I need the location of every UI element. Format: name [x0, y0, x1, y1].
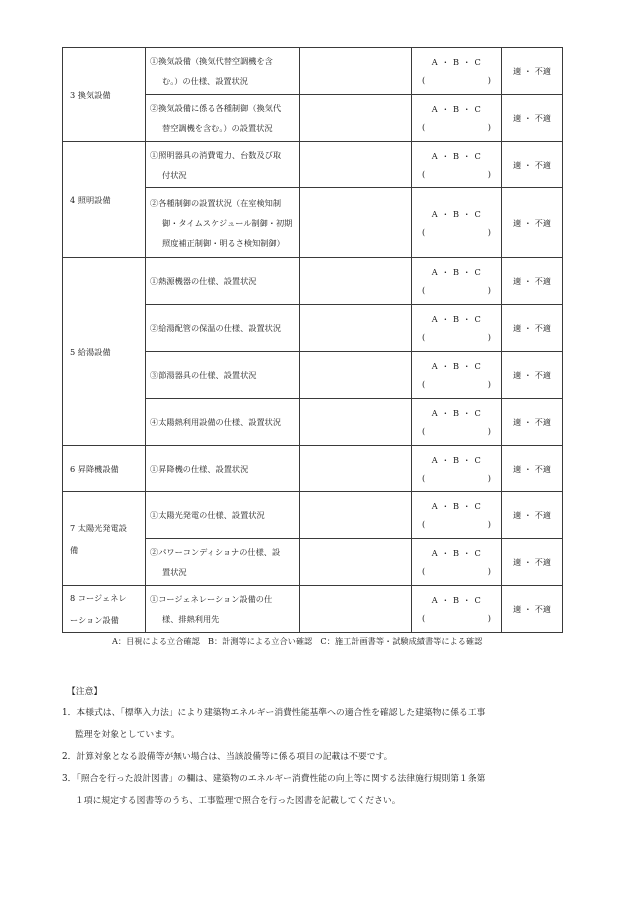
check-method-options[interactable]: A ・ B ・ C — [431, 57, 482, 67]
conformity-result-cell[interactable] — [502, 539, 563, 586]
conformity-options[interactable]: 適 ・ 不適 — [513, 276, 551, 286]
checked-drawing-cell[interactable] — [300, 188, 412, 258]
check-method-options[interactable]: A ・ B ・ C — [431, 548, 482, 558]
paren-close: ) — [487, 168, 491, 179]
table-row — [63, 258, 563, 305]
paren-open: ( — [422, 285, 426, 295]
notes-heading: 【注意】 — [67, 687, 103, 697]
paren-close: ) — [487, 379, 491, 389]
inspection-item-cell — [146, 399, 300, 446]
note-1-text: 1．本様式は、「標準入力法」により建築物エネルギー消費性能基準への適合性を確認した建築物に係る工事 — [62, 708, 486, 718]
check-method-options[interactable]: A ・ B ・ C — [431, 208, 482, 219]
inspection-item-text: ②給湯配管の保温の仕様、設置状況 — [150, 323, 282, 333]
equipment-category-cell — [63, 446, 146, 492]
check-method-note-field[interactable] — [412, 71, 501, 89]
conformity-options[interactable]: 適 ・ 不適 — [513, 323, 551, 333]
paren-close: ) — [487, 285, 491, 295]
check-method-cell[interactable] — [412, 399, 502, 446]
check-method-note-field[interactable] — [412, 223, 501, 241]
check-method-note-field[interactable] — [412, 375, 501, 393]
paren-close: ) — [487, 226, 491, 237]
inspection-item-cell — [146, 142, 300, 188]
conformity-options[interactable]: 適 ・ 不適 — [513, 217, 551, 228]
conformity-result-cell[interactable] — [502, 188, 563, 258]
checked-drawing-cell[interactable] — [300, 446, 412, 492]
check-method-options[interactable]: A ・ B ・ C — [431, 104, 482, 114]
check-method-note-field[interactable] — [412, 328, 501, 346]
conformity-result-cell[interactable] — [502, 142, 563, 188]
inspection-table-body — [63, 48, 563, 633]
conformity-result-cell[interactable] — [502, 352, 563, 399]
paren-close: ) — [487, 332, 491, 342]
equipment-category-label: 3 換気設備 — [70, 89, 111, 100]
paren-close: ) — [487, 426, 491, 436]
inspection-item-cell — [146, 95, 300, 142]
paren-close: ) — [487, 75, 491, 85]
checked-drawing-cell[interactable] — [300, 399, 412, 446]
conformity-options[interactable]: 適 ・ 不適 — [513, 370, 551, 380]
note-1-continuation: 監理を対象としています。 — [75, 730, 180, 740]
inspection-item-text: ③節湯器具の仕様、設置状況 — [150, 370, 257, 380]
checked-drawing-cell[interactable] — [300, 539, 412, 586]
inspection-item-text: 照度補正制御・明るさ検知制御） — [162, 237, 285, 248]
inspection-item-text: ④太陽熱利用設備の仕様、設置状況 — [150, 417, 282, 427]
table-row — [63, 492, 563, 539]
check-method-cell[interactable] — [412, 48, 502, 95]
conformity-options[interactable]: 適 ・ 不適 — [513, 604, 551, 614]
inspection-item-text: ①昇降機の仕様、設置状況 — [150, 463, 249, 474]
note-2-text: 2．計算対象となる設備等が無い場合は、当該設備等に係る項目の記載は不要です。 — [62, 752, 393, 762]
check-method-options[interactable]: A ・ B ・ C — [431, 454, 482, 465]
inspection-item-text: 御・タイムスケジュール制御・初期 — [162, 217, 293, 228]
equipment-category-cell — [63, 48, 146, 142]
check-method-cell[interactable] — [412, 446, 502, 492]
equipment-category-label: 6 昇降機設備 — [70, 463, 119, 474]
check-method-cell[interactable] — [412, 586, 502, 633]
check-method-cell[interactable] — [412, 258, 502, 305]
table-row — [63, 142, 563, 188]
paren-close: ) — [487, 122, 491, 132]
equipment-category-cell — [63, 142, 146, 258]
inspection-item-text: ①熱源機器の仕様、設置状況 — [150, 276, 257, 286]
inspection-item-cell — [146, 586, 300, 633]
check-method-cell[interactable] — [412, 352, 502, 399]
check-method-options[interactable]: A ・ B ・ C — [431, 150, 482, 161]
checked-drawing-cell[interactable] — [300, 305, 412, 352]
inspection-item-cell — [146, 188, 300, 258]
equipment-category-label: 5 給湯設備 — [70, 346, 111, 357]
inspection-item-text: ①照明器具の消費電力、台数及び取 — [150, 149, 282, 160]
check-method-options[interactable]: A ・ B ・ C — [431, 408, 482, 418]
paren-open: ( — [422, 519, 426, 529]
paren-close: ) — [487, 613, 491, 623]
inspection-item-text: 付状況 — [162, 169, 187, 180]
paren-open: ( — [422, 75, 426, 85]
conformity-options[interactable]: 適 ・ 不適 — [513, 159, 551, 170]
check-method-options[interactable]: A ・ B ・ C — [431, 267, 482, 277]
inspection-item-cell — [146, 492, 300, 539]
checked-drawing-cell[interactable] — [300, 492, 412, 539]
check-method-note-field[interactable] — [412, 469, 501, 487]
inspection-item-text: 様、排熱利用先 — [162, 614, 220, 624]
paren-close: ) — [487, 472, 491, 483]
inspection-item-cell — [146, 48, 300, 95]
inspection-item-text: ①太陽光発電の仕様、設置状況 — [150, 510, 265, 520]
check-method-cell[interactable] — [412, 188, 502, 258]
conformity-options[interactable]: 適 ・ 不適 — [513, 66, 551, 76]
paren-open: ( — [422, 332, 426, 342]
checked-drawing-cell[interactable] — [300, 258, 412, 305]
equipment-category-label: 4 照明設備 — [70, 194, 111, 205]
conformity-result-cell[interactable] — [502, 492, 563, 539]
inspection-item-text: 置状況 — [162, 567, 187, 577]
table-row — [63, 586, 563, 633]
checked-drawing-cell[interactable] — [300, 95, 412, 142]
table-row — [63, 48, 563, 95]
inspection-item-text: ①換気設備（換気代替空調機を含 — [150, 56, 273, 66]
check-method-options[interactable]: A ・ B ・ C — [431, 595, 482, 605]
note-3-text: 3．「照合を行った設計図書」の欄は、建築物のエネルギー消費性能の向上等に関する法律施行規則第１条第 — [62, 774, 486, 784]
equipment-category-label: 7 太陽光発電設 — [70, 522, 127, 533]
table-row — [63, 446, 563, 492]
check-method-note-field[interactable] — [412, 422, 501, 440]
inspection-item-text: 替空調機を含む。）の設置状況 — [162, 123, 273, 133]
note-1 — [62, 702, 582, 746]
paren-open: ( — [422, 379, 426, 389]
conformity-options[interactable]: 適 ・ 不適 — [513, 463, 551, 474]
inspection-table — [62, 47, 563, 633]
check-method-note-field[interactable] — [412, 281, 501, 299]
checked-drawing-cell[interactable] — [300, 48, 412, 95]
conformity-result-cell[interactable] — [502, 48, 563, 95]
conformity-options[interactable]: 適 ・ 不適 — [513, 557, 551, 567]
inspection-item-text: む。）の仕様、設置状況 — [162, 76, 248, 86]
check-method-note-field[interactable] — [412, 609, 501, 627]
check-method-cell[interactable] — [412, 142, 502, 188]
paren-open: ( — [422, 226, 426, 237]
check-method-cell[interactable] — [412, 305, 502, 352]
paren-open: ( — [422, 613, 426, 623]
paren-open: ( — [422, 122, 426, 132]
paren-close: ) — [487, 519, 491, 529]
check-method-cell[interactable] — [412, 95, 502, 142]
conformity-result-cell[interactable] — [502, 446, 563, 492]
conformity-result-cell[interactable] — [502, 258, 563, 305]
paren-open: ( — [422, 426, 426, 436]
paren-close: ) — [487, 566, 491, 576]
check-method-cell[interactable] — [412, 492, 502, 539]
note-3 — [62, 768, 582, 812]
inspection-item-cell — [146, 258, 300, 305]
inspection-item-cell — [146, 352, 300, 399]
note-3-continuation: １項に規定する図書等のうち、工事監理で照合を行った図書を記載してください。 — [75, 796, 401, 806]
check-method-options[interactable]: A ・ B ・ C — [431, 501, 482, 511]
conformity-options[interactable]: 適 ・ 不適 — [513, 510, 551, 520]
check-method-note-field[interactable] — [412, 562, 501, 580]
equipment-category-cell — [63, 258, 146, 446]
equipment-category-cell — [63, 492, 146, 586]
inspection-item-text: ②換気設備に係る各種制御（換気代 — [150, 103, 282, 113]
checked-drawing-cell[interactable] — [300, 352, 412, 399]
equipment-category-cell — [63, 586, 146, 633]
paren-open: ( — [422, 168, 426, 179]
conformity-result-cell[interactable] — [502, 399, 563, 446]
conformity-result-cell[interactable] — [502, 95, 563, 142]
inspection-item-cell — [146, 305, 300, 352]
inspection-item-cell — [146, 446, 300, 492]
conformity-options[interactable]: 適 ・ 不適 — [513, 113, 551, 123]
check-method-options[interactable]: A ・ B ・ C — [431, 314, 482, 324]
check-method-cell[interactable] — [412, 539, 502, 586]
equipment-category-label: 備 — [70, 544, 79, 555]
inspection-item-cell — [146, 539, 300, 586]
conformity-result-cell[interactable] — [502, 586, 563, 633]
inspection-item-text: ②各種制御の設置状況（在室検知制 — [150, 197, 282, 208]
paren-open: ( — [422, 472, 426, 483]
checked-drawing-cell[interactable] — [300, 586, 412, 633]
check-method-options[interactable]: A ・ B ・ C — [431, 361, 482, 371]
check-method-note-field[interactable] — [412, 165, 501, 183]
equipment-category-label: ーション設備 — [70, 615, 119, 625]
conformity-result-cell[interactable] — [502, 305, 563, 352]
note-2 — [62, 746, 582, 768]
check-method-note-field[interactable] — [412, 118, 501, 136]
inspection-item-text: ②パワーコンディショナの仕様、設 — [150, 547, 281, 557]
checked-drawing-cell[interactable] — [300, 142, 412, 188]
inspection-item-text: ①コージェネレーション設備の仕 — [150, 594, 273, 604]
check-method-note-field[interactable] — [412, 515, 501, 533]
conformity-options[interactable]: 適 ・ 不適 — [513, 417, 551, 427]
check-method-legend: A：目視による立合確認 B：計測等による立合い確認 C：施工計画書等・試験成績書等による確認 — [112, 636, 483, 646]
equipment-category-label: 8 コージェネレ — [70, 593, 127, 603]
paren-open: ( — [422, 566, 426, 576]
